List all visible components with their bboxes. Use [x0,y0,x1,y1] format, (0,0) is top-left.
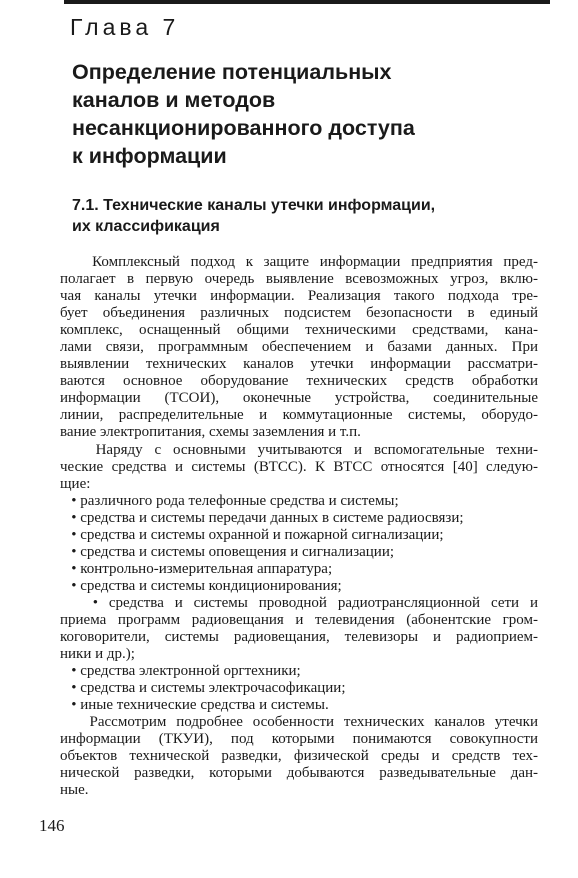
body-line: • средства электронной оргтехники; [60,663,301,680]
body-line: комплекс, оснащенный общими техническими средствами, кана- [60,322,538,339]
body-line: • различного рода телефонные средства и системы; [60,492,399,509]
body-line: приема программ радиовещания и телевидения (абонентские гром- [60,611,538,628]
body-text [60,254,538,800]
section-title-line: 7.1. Технические каналы утечки информации, [72,197,436,214]
body-line: • средства и системы передачи данных в системе радиосвязи; [60,509,464,526]
section-title [72,195,542,237]
header-rule [64,0,550,4]
body-line: Наряду с основными учитываются и вспомогательные техни- [60,441,538,458]
body-line: Рассмотрим подробнее особенности технических каналов утечки [60,714,538,731]
body-line: полагает в первую очередь выявление всевозможных угроз, вклю- [60,271,538,288]
body-line: • средства и системы электрочасофикации; [60,680,346,697]
body-line: вание электропитания, схемы заземления и т.п. [60,424,361,441]
body-line: бует объединения различных подсистем безопасности в единый [60,305,538,322]
body-line: • контрольно-измерительная аппаратура; [60,560,333,577]
body-line: • средства и системы охранной и пожарной сигнализации; [60,526,444,543]
body-line: ники и др.); [60,646,135,663]
body-line: линии, распределительные и коммутационные системы, оборудо- [60,407,538,424]
body-line: нической разведки, которыми добываются разведывательные дан- [60,765,538,782]
body-line: информации (ТСОИ), оконечные устройства, соединительные [60,390,538,407]
body-line: ваются основное оборудование технических средств обработки [60,373,538,390]
chapter-title-line: Определение потенциальных [72,60,392,84]
chapter-title-line: к информации [72,144,227,168]
body-line: выявлении технических каналов утечки информации рассматри- [60,356,538,373]
chapter-label: Глава 7 [70,14,180,40]
body-line: • иные технические средства и системы. [60,697,329,714]
chapter-title-line: несанкционированного доступа [72,116,415,140]
body-line: лами связи, программным обеспечением и базами данных. При [60,339,538,356]
body-line: чая каналы утечки информации. Реализация такого подхода тре- [60,288,538,305]
body-line: коговорители, системы радиовещания, телевизоры и радиоприем- [60,629,538,646]
body-line: ные. [60,782,89,799]
body-line: • средства и системы проводной радиотрансляционной сети и [60,594,538,611]
chapter-title [72,58,542,170]
body-line: объектов технической разведки, физической среды и средств тех- [60,748,538,765]
body-line: • средства и системы кондиционирования; [60,577,342,594]
section-title-line: их классификация [72,218,220,235]
body-line: • средства и системы оповещения и сигнализации; [60,543,395,560]
body-line: щие: [60,475,91,492]
body-line: информации (ТКУИ), под которыми понимаются совокупности [60,731,538,748]
body-line: Комплексный подход к защите информации предприятия пред- [60,254,538,270]
page-number: 146 [39,816,65,835]
body-line: ческие средства и системы (ВТСС). К ВТСС относятся [40] следую- [60,458,538,475]
chapter-title-line: каналов и методов [72,88,276,112]
